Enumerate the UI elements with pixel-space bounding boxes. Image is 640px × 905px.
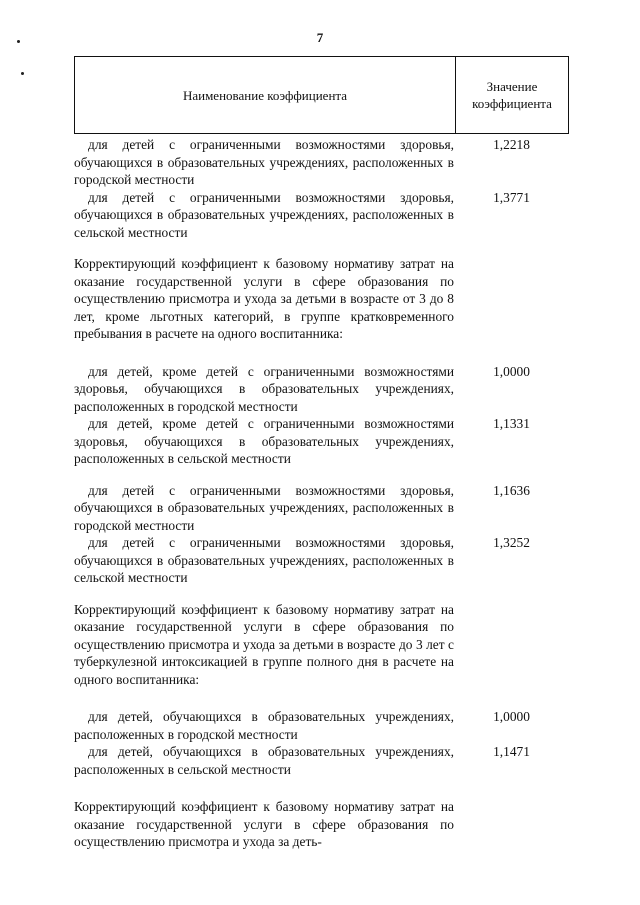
coefficient-table-body xyxy=(74,136,569,851)
header-value-line2: коэффициента xyxy=(472,96,552,111)
row-value: 1,2218 xyxy=(493,137,530,152)
row-value: 1,3252 xyxy=(493,535,530,550)
table-row xyxy=(74,482,569,535)
section-heading: Корректирующий коэффициент к базовому нормативу затрат на оказание государственной услуги в сфере образования по осуществлению присмотра и ухода за деть- xyxy=(74,799,454,849)
table-row xyxy=(74,743,569,778)
row-value: 1,3771 xyxy=(493,189,530,205)
table-row xyxy=(74,136,569,189)
scan-speck xyxy=(21,72,24,75)
table-row xyxy=(74,415,569,468)
row-label: для детей, обучающихся в образовательных учреждениях, расположенных в городской местности xyxy=(74,709,454,742)
table-header xyxy=(74,56,569,134)
row-value: 1,0000 xyxy=(493,363,530,379)
row-value: 1,1636 xyxy=(493,482,530,498)
row-label: для детей с ограниченными возможностями здоровья, обучающихся в образовательных учреждениях, расположенных в городской местности xyxy=(74,482,454,533)
row-label: для детей с ограниченными возможностями здоровья, обучающихся в образовательных учреждениях, расположенных в городской местности xyxy=(74,137,454,187)
table-row xyxy=(74,363,569,416)
table-row xyxy=(74,708,569,743)
row-value: 1,0000 xyxy=(493,709,530,724)
header-name-column: Наименование коэффициента xyxy=(75,57,456,133)
row-label: для детей, кроме детей с ограниченными возможностями здоровья, обучающихся в образовательных учреждениях, расположенных в сельской местности xyxy=(74,416,454,466)
row-label: для детей, кроме детей с ограниченными возможностями здоровья, обучающихся в образовательных учреждениях, расположенных в городской местности xyxy=(74,363,454,414)
table-row xyxy=(74,534,569,587)
row-label: для детей, обучающихся в образовательных учреждениях, расположенных в сельской местности xyxy=(74,744,454,777)
header-value-column xyxy=(456,57,568,133)
page-number: 7 xyxy=(316,30,324,45)
row-label: для детей с ограниченными возможностями здоровья, обучающихся в образовательных учреждениях, расположенных в сельской местности xyxy=(74,189,454,240)
header-value-line1: Значение xyxy=(486,79,538,94)
table-row xyxy=(74,189,569,242)
row-value: 1,1331 xyxy=(493,416,530,431)
row-label: для детей с ограниченными возможностями здоровья, обучающихся в образовательных учреждениях, расположенных в сельской местности xyxy=(74,535,454,585)
section-heading: Корректирующий коэффициент к базовому нормативу затрат на оказание государственной услуги в сфере образования по осуществлению присмотра и ухода за детьми в возрасте до 3 лет с туберкулезной интоксикацией в группе полного дня в расчете на одного воспитанника: xyxy=(74,601,454,687)
section-heading: Корректирующий коэффициент к базовому нормативу затрат на оказание государственной услуги в сфере образования по осуществлению присмотра и ухода за детьми в возрасте от 3 до 8 лет, кроме льготных категорий, в группе кратковременного пребывания в расчете на одного воспитанника: xyxy=(74,256,454,341)
row-value: 1,1471 xyxy=(493,744,530,759)
